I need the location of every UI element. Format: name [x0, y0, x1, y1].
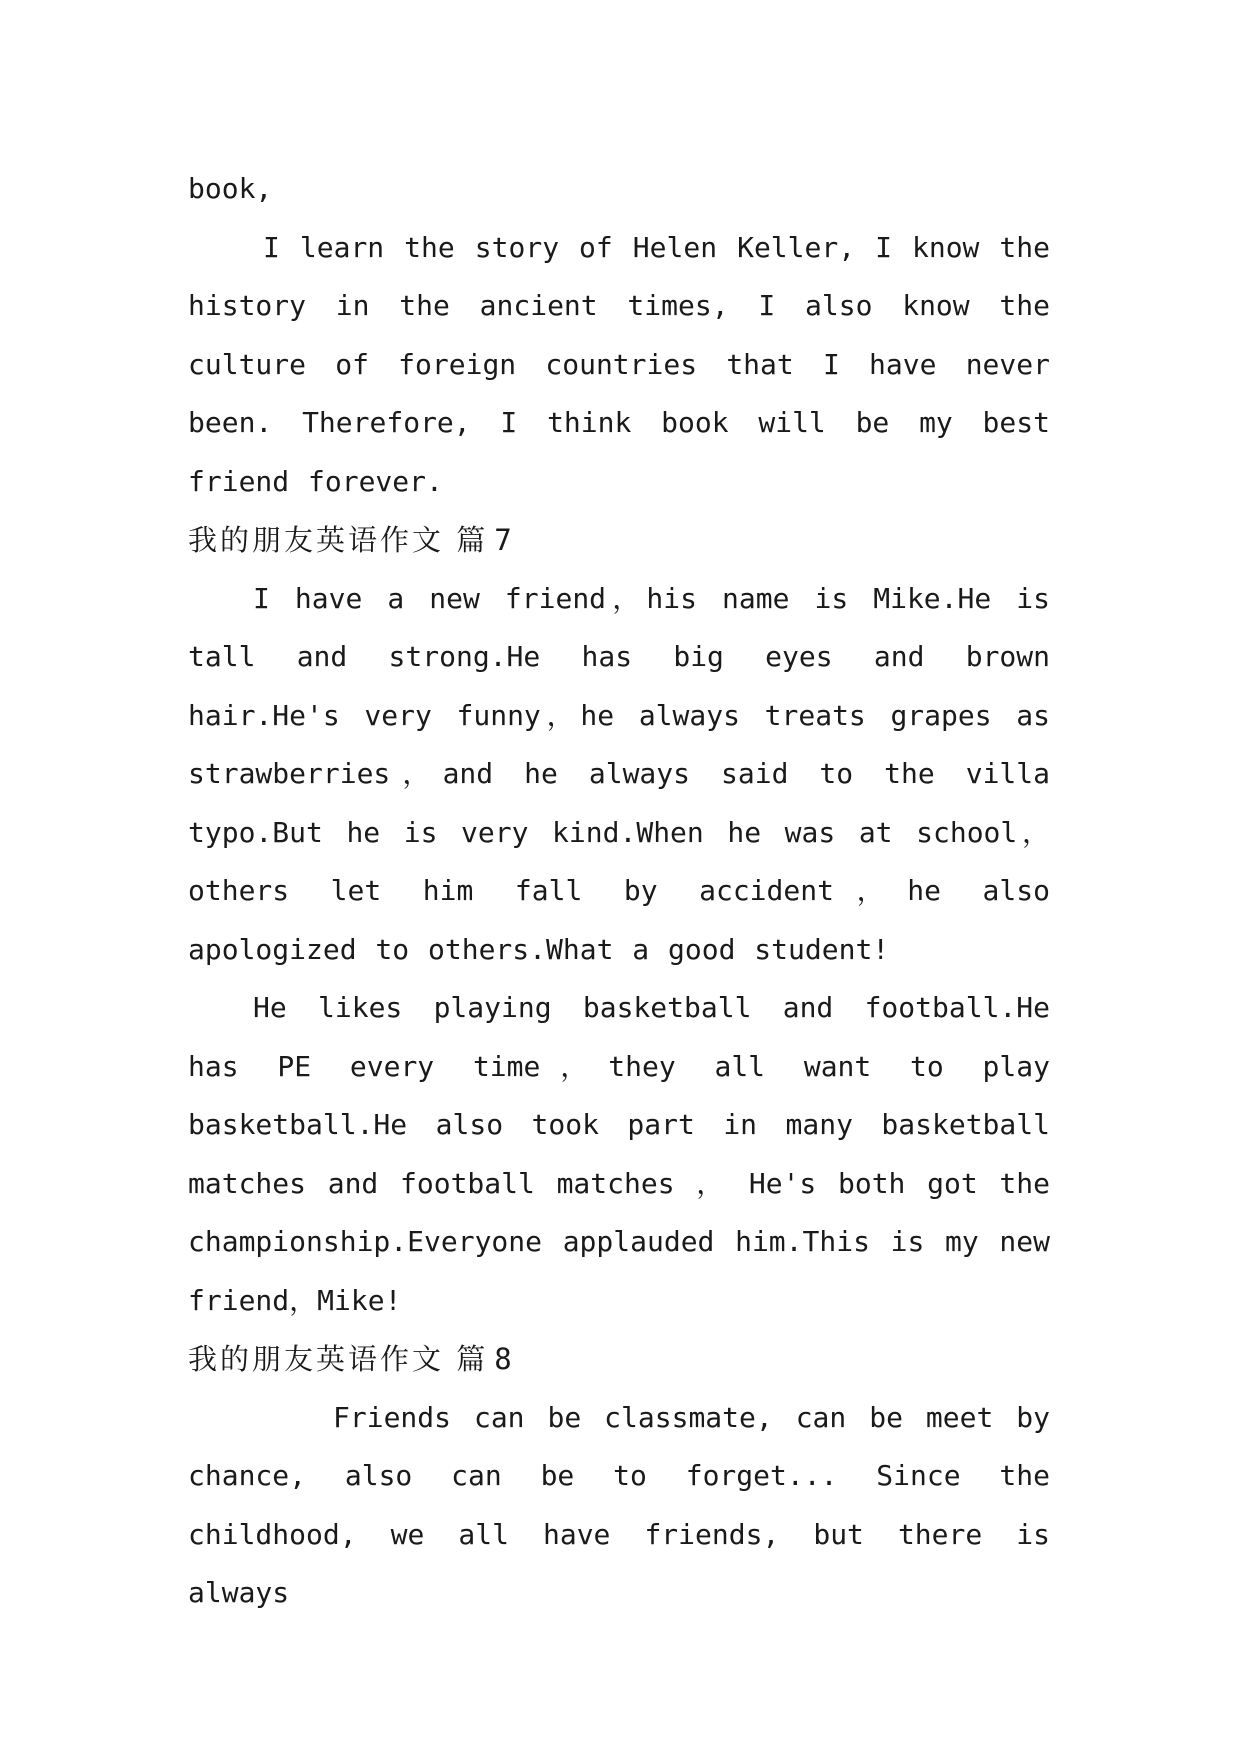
paragraph-book-continuation: book,	[188, 172, 273, 205]
section-heading-title: 我的朋友英语作文 篇	[188, 523, 489, 557]
paragraph-helen-keller: I learn the story of Helen Keller, I know the history in the ancient times, I also know the culture of foreign countries that I have never been. Therefore, I think book will be my best friend forever.	[188, 230, 1050, 498]
section-heading-7	[188, 511, 1050, 570]
document-body	[188, 160, 1050, 1623]
paragraph-friends-classmate: Friends can be classmate, can be meet by chance, also can be to forget... Since the childhood, we all have friends, but there is always	[188, 1400, 1050, 1609]
section-heading-title: 我的朋友英语作文 篇	[188, 1342, 489, 1376]
section-heading-number: 8	[494, 1342, 512, 1376]
section-heading-number: 7	[494, 523, 512, 557]
paragraph-new-friend-mike: I have a new friend，his name is Mike.He is tall and strong.He has big eyes and brown hair.He's very funny，he always treats grapes as strawberries，and he always said to the villa typo.But he is very kind.When he was at school，others let him fall by accident，he also apologized to others.What a good student!	[188, 581, 1050, 966]
paragraph-basketball-football: He likes playing basketball and football.He has PE every time，they all want to play basketball.He also took part in many basketball matches and football matches ， He's both got the championship.Everyone applauded him.This is my new friend，Mike!	[188, 991, 1050, 1317]
section-heading-8	[188, 1330, 1050, 1389]
